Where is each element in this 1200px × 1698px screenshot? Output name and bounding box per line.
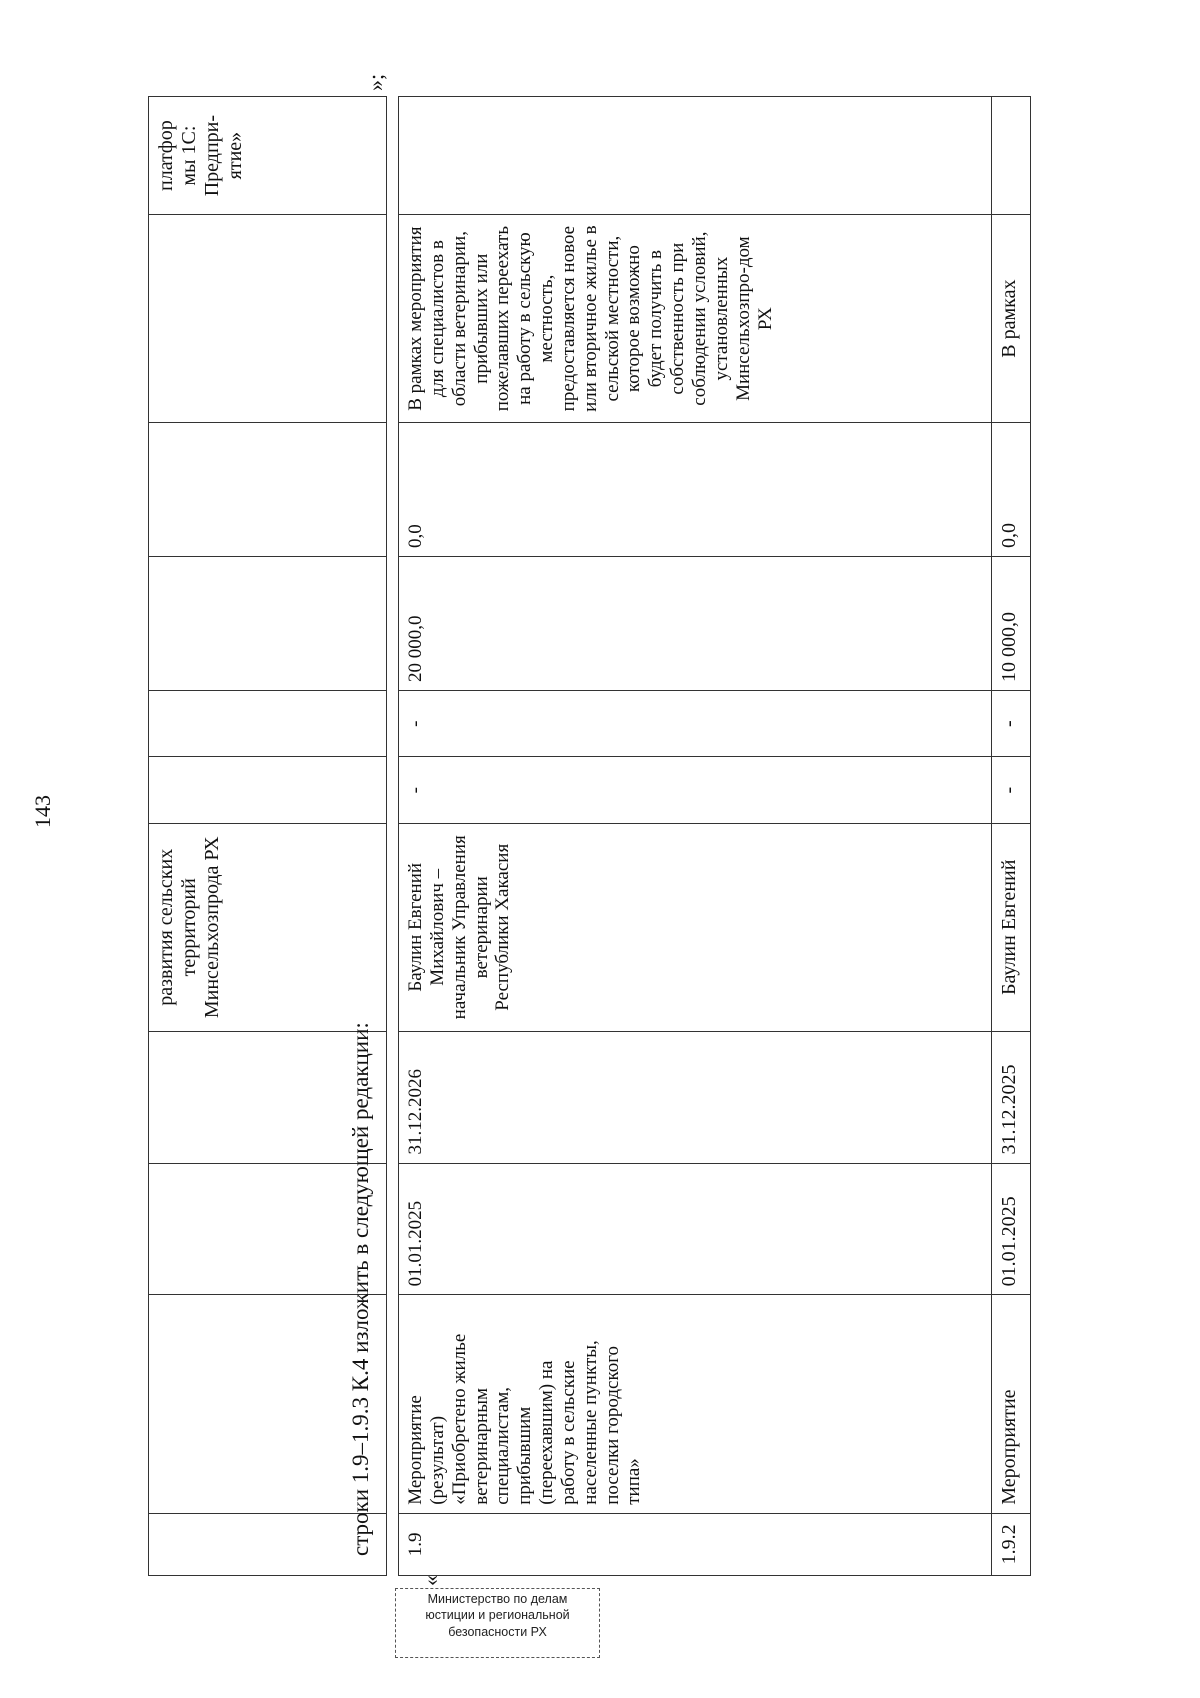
description-cell: В рамках (992, 215, 1031, 423)
value-cell: - (399, 757, 992, 823)
page-number: 143 (30, 795, 55, 828)
table-row (992, 97, 1031, 1576)
opening-quote: « (418, 1575, 443, 1586)
closing-quote: »; (363, 73, 388, 91)
responsible-cell: развития сельских территорий Минсельхозпрода РХ (149, 823, 387, 1031)
amount2-cell: 0,0 (992, 423, 1031, 557)
last-cell (399, 97, 992, 215)
description-cell: В рамках мероприятия для специалистов в области ветеринарии, прибывших или пожелавших переехать на работу в сельскую местность, предоставляется новое или вторичное жилье в сельской местности, которое возможно будет получить в собственность при соблюдении условий, установленных Минсельхозпро-дом РХ (399, 215, 992, 423)
start-date: 01.01.2025 (992, 1163, 1031, 1295)
last-cell (992, 97, 1031, 215)
value-cell: - (399, 690, 992, 756)
table-cell (149, 757, 387, 823)
end-date: 31.12.2026 (399, 1031, 992, 1163)
event-name: Мероприятие (992, 1295, 1031, 1513)
platform-cell: платфор мы 1С: Предпри-ятие» (149, 97, 387, 215)
amount2-cell: 0,0 (399, 423, 992, 557)
main-table (398, 96, 1031, 1576)
stamp-line: Министерство по делам (427, 1592, 568, 1606)
amount-cell: 20 000,0 (399, 557, 992, 691)
table-row (399, 97, 992, 1576)
table-cell (149, 557, 387, 691)
responsible-person: Баулин Евгений (992, 823, 1031, 1031)
value-cell: - (992, 690, 1031, 756)
table-cell (149, 423, 387, 557)
row-number: 1.9 (399, 1513, 992, 1575)
end-date: 31.12.2025 (992, 1031, 1031, 1163)
amount-cell: 10 000,0 (992, 557, 1031, 691)
ministry-stamp (395, 1588, 600, 1658)
start-date: 01.01.2025 (399, 1163, 992, 1295)
value-cell: - (992, 757, 1031, 823)
stamp-line: безопасности РХ (448, 1624, 547, 1639)
table-cell (149, 215, 387, 423)
row-number: 1.9.2 (992, 1513, 1031, 1575)
event-name: Мероприятие (результат) «Приобретено жилье ветеринарным специалистам, прибывшим (переехавшим) на работу в сельские населенные пункты, поселки городского типа» (399, 1295, 992, 1513)
responsible-person: Баулин Евгений Михайлович – начальник Управления ветеринарии Республики Хакасия (399, 823, 992, 1031)
edit-note: строки 1.9–1.9.3 К.4 изложить в следующей редакции: (348, 1022, 373, 1556)
rotated-content (48, 16, 1148, 1636)
table-cell (149, 690, 387, 756)
stamp-line: юстиции и региональной (425, 1608, 570, 1623)
